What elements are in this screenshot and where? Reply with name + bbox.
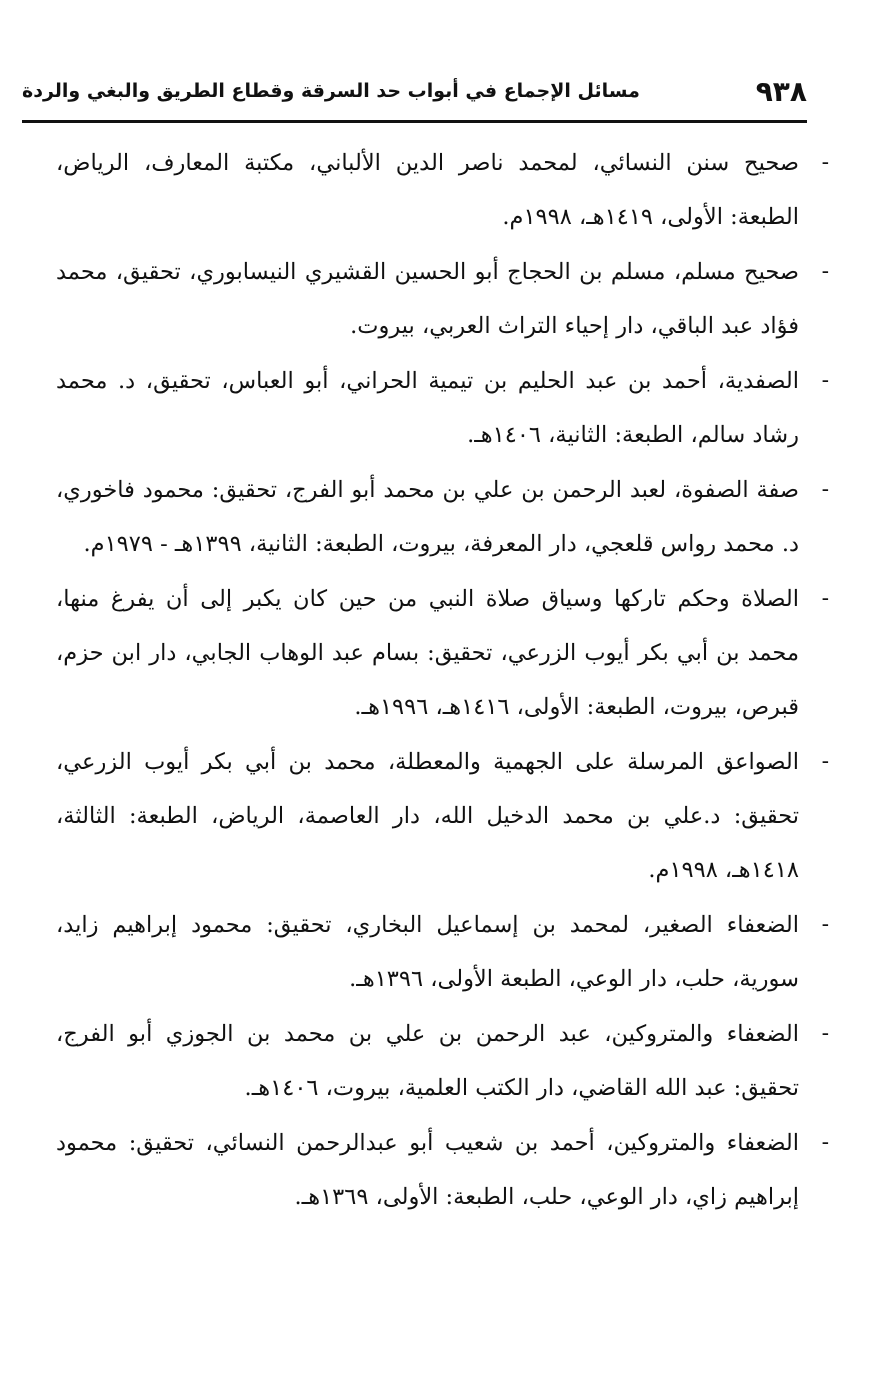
entry-dash: - — [821, 1021, 829, 1046]
bibliography-entry — [56, 1007, 829, 1115]
entry-dash: - — [821, 749, 829, 774]
header-rule — [22, 120, 807, 123]
entry-dash: - — [821, 150, 829, 175]
entry-text: الصلاة وحكم تاركها وسياق صلاة النبي من حين كان يكبر إلى أن يفرغ منها، محمد بن أبي بكر أيوب الزرعي، تحقيق: بسام عبد الوهاب الجابي، دار ابن حزم، قبرص، بيروت، الطبعة: الأولى، ١٤١٦هـ، ١٩٩٦هـ. — [56, 586, 799, 720]
entry-text: الضعفاء الصغير، لمحمد بن إسماعيل البخاري، تحقيق: محمود إبراهيم زايد، سورية، حلب، دار الوعي، الطبعة الأولى، ١٣٩٦هـ. — [56, 912, 799, 992]
page-number: ٩٣٨ — [755, 74, 807, 108]
bibliography-entry — [56, 463, 829, 571]
bibliography-entry — [56, 1116, 829, 1224]
entry-text: الصواعق المرسلة على الجهمية والمعطلة، محمد بن أبي بكر أيوب الزرعي، تحقيق: د.علي بن محمد الدخيل الله، دار العاصمة، الرياض، الطبعة: الثالثة، ١٤١٨هـ، ١٩٩٨م. — [56, 749, 799, 883]
entry-text: صحيح سنن النسائي، لمحمد ناصر الدين الألباني، مكتبة المعارف، الرياض، الطبعة: الأولى، ١٤١٩هـ، ١٩٩٨م. — [56, 150, 799, 230]
bibliography-entry — [56, 136, 829, 244]
bibliography-list — [56, 136, 829, 1225]
entry-dash: - — [821, 912, 829, 937]
bibliography-entry — [56, 735, 829, 897]
entry-text: الضعفاء والمتروكين، أحمد بن شعيب أبو عبدالرحمن النسائي، تحقيق: محمود إبراهيم زاي، دار الوعي، حلب، الطبعة: الأولى، ١٣٦٩هـ. — [56, 1130, 799, 1210]
entry-text: الصفدية، أحمد بن عبد الحليم بن تيمية الحراني، أبو العباس، تحقيق، د. محمد رشاد سالم، الطبعة: الثانية، ١٤٠٦هـ. — [56, 368, 799, 448]
entry-dash: - — [821, 586, 829, 611]
entry-dash: - — [821, 259, 829, 284]
bibliography-entry — [56, 354, 829, 462]
entry-text: الضعفاء والمتروكين، عبد الرحمن بن علي بن محمد بن الجوزي أبو الفرج، تحقيق: عبد الله القاضي، دار الكتب العلمية، بيروت، ١٤٠٦هـ. — [56, 1021, 799, 1101]
bibliography-entry — [56, 572, 829, 734]
running-title: مسائل الإجماع في أبواب حد السرقة وقطاع الطريق والبغي والردة — [22, 80, 640, 102]
entry-text: صفة الصفوة، لعبد الرحمن بن علي بن محمد أبو الفرج، تحقيق: محمود فاخوري، د. محمد رواس قلعجي، دار المعرفة، بيروت، الطبعة: الثانية، ١٣٩٩هـ - ١٩٧٩م. — [56, 477, 799, 557]
bibliography-entry — [56, 245, 829, 353]
bibliography-entry — [56, 898, 829, 1006]
entry-text: صحيح مسلم، مسلم بن الحجاج أبو الحسين القشيري النيسابوري، تحقيق، محمد فؤاد عبد الباقي، دار إحياء التراث العربي، بيروت. — [56, 259, 799, 339]
entry-dash: - — [821, 368, 829, 393]
entry-dash: - — [821, 1130, 829, 1155]
running-header — [22, 68, 807, 114]
entry-dash: - — [821, 477, 829, 502]
